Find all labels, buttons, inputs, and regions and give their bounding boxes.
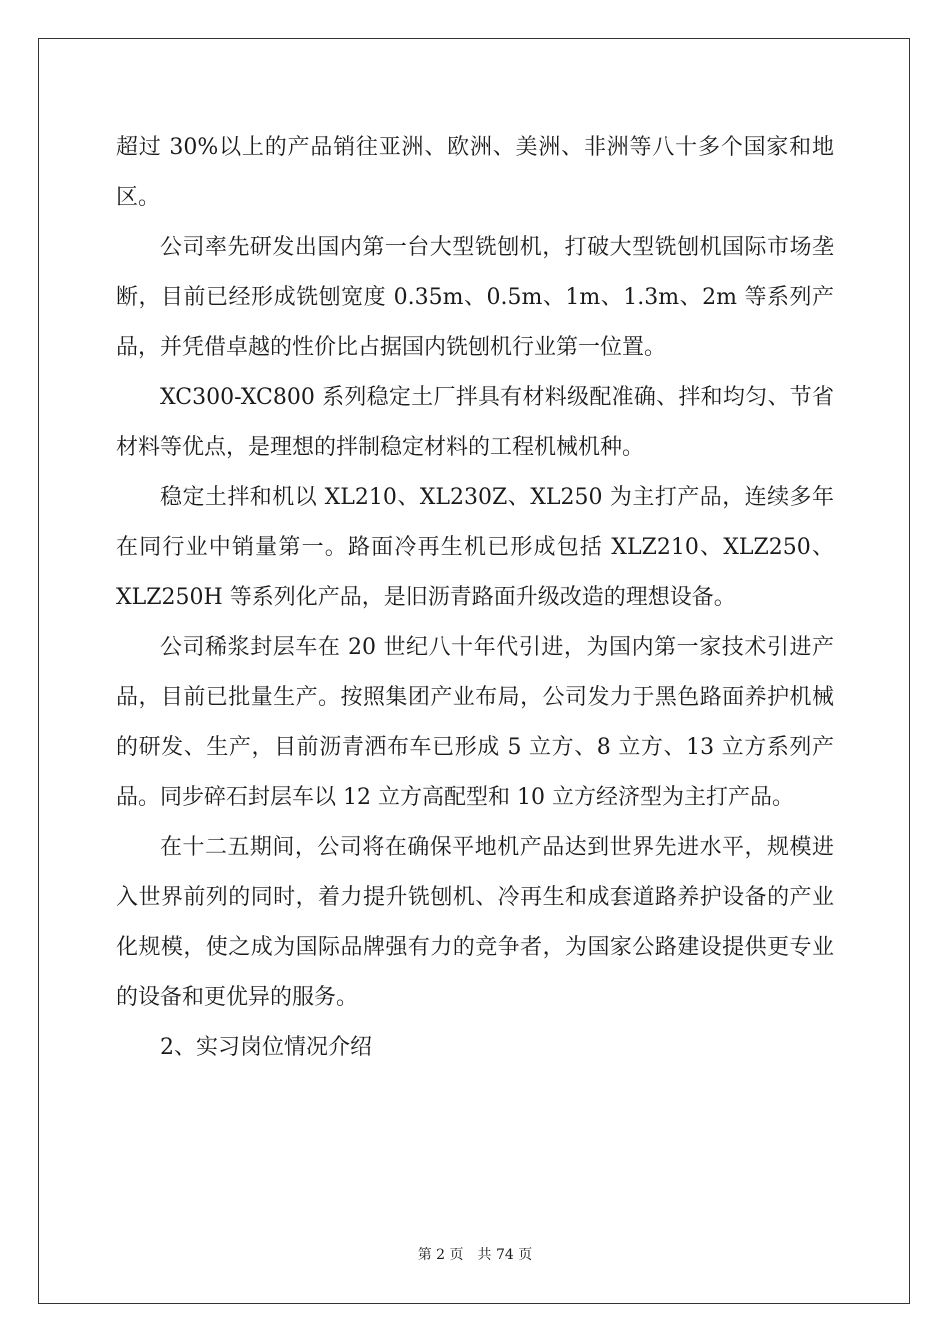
document-body <box>116 123 834 1073</box>
paragraph-4: 稳定土拌和机以 XL210、XL230Z、XL250 为主打产品，连续多年在同行业中销量第一。路面冷再生机已形成包括 XLZ210、XLZ250、XLZ250H 等系列化产品，是旧沥青路面升级改造的理想设备。 <box>116 485 834 610</box>
paragraph-1: 超过 30%以上的产品销往亚洲、欧洲、美洲、非洲等八十多个国家和地区。 <box>116 135 834 210</box>
paragraph-3: XC300-XC800 系列稳定土厂拌具有材料级配准确、拌和均匀、节省材料等优点，是理想的拌制稳定材料的工程机械机种。 <box>116 385 834 460</box>
paragraph-2: 公司率先研发出国内第一台大型铣刨机，打破大型铣刨机国际市场垄断，目前已经形成铣刨宽度 0.35m、0.5m、1m、1.3m、2m 等系列产品，并凭借卓越的性价比占据国内铣刨机行业第一位置。 <box>116 235 834 360</box>
total-pages: 共 74 页 <box>477 1247 533 1263</box>
page-number: 第 2 页 <box>417 1247 464 1263</box>
page-footer <box>0 1244 950 1264</box>
paragraph-6: 在十二五期间，公司将在确保平地机产品达到世界先进水平，规模进入世界前列的同时，着力提升铣刨机、冷再生和成套道路养护设备的产业化规模，使之成为国际品牌强有力的竞争者，为国家公路建设提供更专业的设备和更优异的服务。 <box>116 835 834 1010</box>
section-heading: 2、实习岗位情况介绍 <box>160 1035 372 1060</box>
paragraph-5: 公司稀浆封层车在 20 世纪八十年代引进，为国内第一家技术引进产品，目前已批量生产。按照集团产业布局，公司发力于黑色路面养护机械的研发、生产，目前沥青洒布车已形成 5 立方、8 立方、13 立方系列产品。同步碎石封层车以 12 立方高配型和 10 立方经济型为主打产品。 <box>116 635 834 810</box>
